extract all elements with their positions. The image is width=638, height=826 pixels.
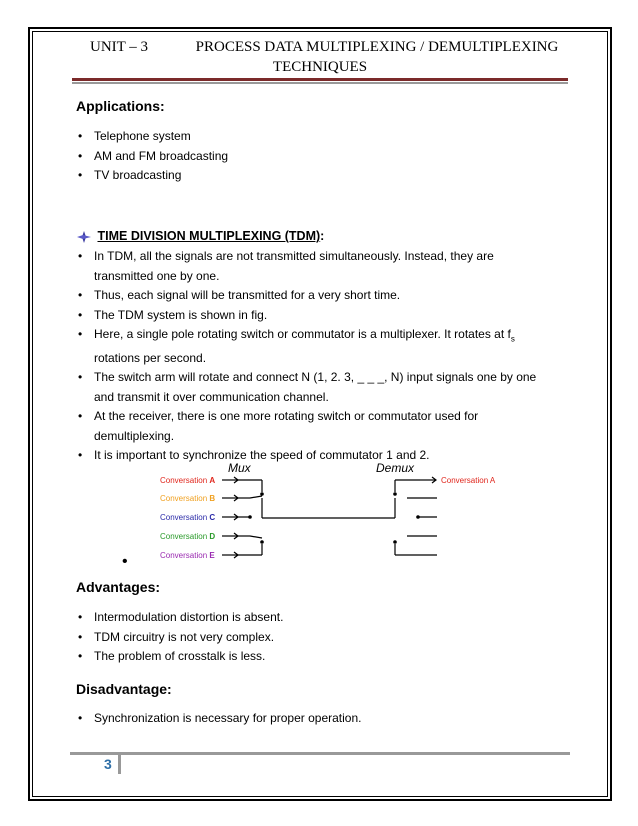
list-item: • The TDM system is shown in fig. xyxy=(78,307,268,322)
advantages-list xyxy=(76,608,283,667)
stray-bullet: • xyxy=(122,553,128,570)
disadvantage-list xyxy=(76,709,361,729)
output-conversation-label: Conversation A xyxy=(441,476,496,485)
advantages-heading: Advantages: xyxy=(76,579,161,595)
demux-switch xyxy=(395,477,437,555)
list-item: • It is important to synchronize the speed of commutator 1 and 2. xyxy=(78,448,430,463)
footer-rule xyxy=(70,752,570,755)
conversation-e-label: Conversation E xyxy=(160,551,215,560)
conversation-c-label: Conversation C xyxy=(160,513,216,522)
header-rule xyxy=(72,78,568,81)
unit-label: UNIT – 3 xyxy=(90,39,149,55)
diamond-arrows-icon xyxy=(76,230,92,244)
header-rule-shadow xyxy=(72,82,568,84)
applications-list xyxy=(76,127,228,186)
applications-heading: Applications: xyxy=(76,98,165,114)
demux-label: Demux xyxy=(376,461,415,475)
conversation-b-label: Conversation B xyxy=(160,494,216,503)
list-item: • At the receiver, there is one more rotating switch or commutator used for demultiplexing. xyxy=(78,409,479,443)
header-title-line1: PROCESS DATA MULTIPLEXING / DEMULTIPLEXING xyxy=(195,39,559,55)
disadvantage-heading: Disadvantage: xyxy=(76,681,172,697)
list-item: • TV broadcasting xyxy=(78,168,182,182)
tdm-list xyxy=(76,247,536,466)
footer-divider xyxy=(118,754,121,774)
page-number: 3 xyxy=(104,756,112,772)
list-item: • AM and FM broadcasting xyxy=(78,148,229,163)
conversation-d-label: Conversation D xyxy=(160,532,216,541)
list-item: • Here, a single pole rotating switch or commutator is a multiplexer. It rotates at $f_s$ rotations per second. xyxy=(78,327,515,365)
list-item: • The problem of crosstalk is less. xyxy=(78,649,266,663)
list-item: • Synchronization is necessary for proper operation. xyxy=(78,711,362,725)
list-item: • Intermodulation distortion is absent. xyxy=(78,610,284,624)
list-item: • TDM circuitry is not very complex. xyxy=(78,629,275,644)
tdm-diagram xyxy=(150,460,510,564)
list-item: • The switch arm will rotate and connect N (1, 2. 3, _ _ _, N) input signals one by one and transmit it over communication channel. xyxy=(78,370,537,404)
page-header xyxy=(60,37,580,77)
mux-switch xyxy=(222,477,395,558)
header-title-line2: TECHNIQUES xyxy=(272,59,368,75)
list-item: • In TDM, all the signals are not transmitted simultaneously. Instead, they are transmitted one by one. xyxy=(78,249,494,283)
conversation-a-label: Conversation A xyxy=(160,476,216,485)
mux-label: Mux xyxy=(228,461,251,475)
tdm-heading: TIME DIVISION MULTIPLEXING (TDM): xyxy=(76,229,324,244)
list-item: • Thus, each signal will be transmitted for a very short time. xyxy=(78,288,401,302)
list-item: • Telephone system xyxy=(78,129,191,143)
tdm-heading-text: TIME DIVISION MULTIPLEXING (TDM) xyxy=(97,229,321,243)
